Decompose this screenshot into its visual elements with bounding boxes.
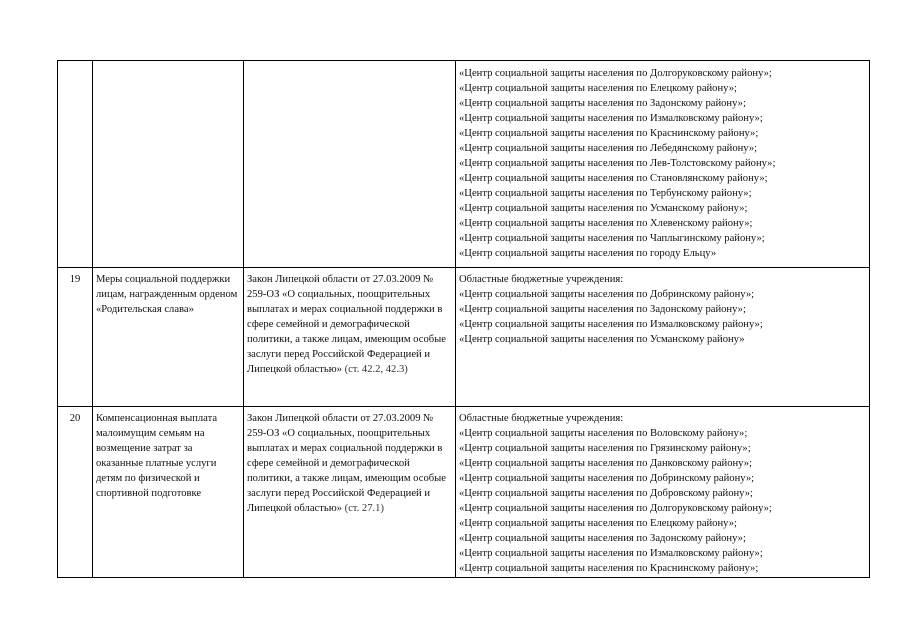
row-number-cell xyxy=(58,61,93,268)
table-body xyxy=(58,61,870,578)
row-number-cell: 19 xyxy=(58,268,93,407)
institution-item: «Центр социальной защиты населения по Тербунскому району»; xyxy=(459,188,752,199)
table-row xyxy=(58,407,870,578)
measure-cell: Меры социальной поддержки лицам, награжденным орденом «Родительская слава» xyxy=(93,268,244,407)
institution-item: «Центр социальной защиты населения по Грязинскому району»; xyxy=(459,443,751,454)
institution-item: «Центр социальной защиты населения по Чаплыгинскому району»; xyxy=(459,233,765,244)
institution-item: «Центр социальной защиты населения по городу Ельцу» xyxy=(459,248,717,259)
measure-cell: Компенсационная выплата малоимущим семьям на возмещение затрат за оказанные платные услуги детям по физической и спортивной подготовке xyxy=(93,407,244,578)
institution-item: «Центр социальной защиты населения по Становлянскому району»; xyxy=(459,173,768,184)
institution-item: «Центр социальной защиты населения по Краснинскому району»; xyxy=(459,128,759,139)
institutions-cell xyxy=(456,407,870,578)
institution-item: «Центр социальной защиты населения по Усманскому району» xyxy=(459,334,745,345)
institutions-cell xyxy=(456,61,870,268)
institution-item: «Центр социальной защиты населения по Краснинскому району»; xyxy=(459,563,759,574)
services-table xyxy=(57,60,870,578)
institution-item: «Центр социальной защиты населения по Долгоруковскому району»; xyxy=(459,503,772,514)
institution-item: «Центр социальной защиты населения по Усманскому району»; xyxy=(459,203,748,214)
institution-item: «Центр социальной защиты населения по Данковскому району»; xyxy=(459,458,752,469)
institution-item: «Центр социальной защиты населения по Измалковскому району»; xyxy=(459,548,763,559)
measure-cell xyxy=(93,61,244,268)
institutions-header: Областные бюджетные учреждения: xyxy=(459,413,624,424)
institution-item: «Центр социальной защиты населения по Долгоруковскому району»; xyxy=(459,68,772,79)
law-text: Закон Липецкой области от 27.03.2009 № 259-ОЗ «О социальных, поощрительных выплатах и мерах социальной поддержки в сфере семейной и демографической политики, а также лицам, имеющим особые заслуги перед Российской Федерацией и Липецкой областью» xyxy=(247,274,446,375)
table-row xyxy=(58,61,870,268)
law-text: Закон Липецкой области от 27.03.2009 № 259-ОЗ «О социальных, поощрительных выплатах и мерах социальной поддержки в сфере семейной и демографической политики, а также лицам, имеющим особые заслуги перед Российской Федерацией и Липецкой областью» xyxy=(247,413,446,514)
institution-item: «Центр социальной защиты населения по Задонскому району»; xyxy=(459,98,746,109)
institution-item: «Центр социальной защиты населения по Добровскому району»; xyxy=(459,488,753,499)
institutions-header: Областные бюджетные учреждения: xyxy=(459,274,624,285)
institution-item: «Центр социальной защиты населения по Измалковскому району»; xyxy=(459,113,763,124)
institution-item: «Центр социальной защиты населения по Хлевенскому району»; xyxy=(459,218,753,229)
law-cell xyxy=(244,268,456,407)
institution-item: «Центр социальной защиты населения по Воловскому району»; xyxy=(459,428,748,439)
law-articles: (ст. 42.2, 42.3) xyxy=(344,364,408,375)
law-cell xyxy=(244,407,456,578)
institution-item: «Центр социальной защиты населения по Лев-Толстовскому району»; xyxy=(459,158,776,169)
law-cell xyxy=(244,61,456,268)
row-number-cell: 20 xyxy=(58,407,93,578)
table-row xyxy=(58,268,870,407)
institution-item: «Центр социальной защиты населения по Добринскому району»; xyxy=(459,289,755,300)
institution-item: «Центр социальной защиты населения по Елецкому району»; xyxy=(459,518,737,529)
institution-item: «Центр социальной защиты населения по Задонскому району»; xyxy=(459,304,746,315)
institution-item: «Центр социальной защиты населения по Измалковскому району»; xyxy=(459,319,763,330)
law-articles: (ст. 27.1) xyxy=(344,503,384,514)
institution-item: «Центр социальной защиты населения по Задонскому району»; xyxy=(459,533,746,544)
institution-item: «Центр социальной защиты населения по Лебедянскому району»; xyxy=(459,143,758,154)
institutions-cell xyxy=(456,268,870,407)
institution-item: «Центр социальной защиты населения по Елецкому району»; xyxy=(459,83,737,94)
institution-item: «Центр социальной защиты населения по Добринскому району»; xyxy=(459,473,755,484)
